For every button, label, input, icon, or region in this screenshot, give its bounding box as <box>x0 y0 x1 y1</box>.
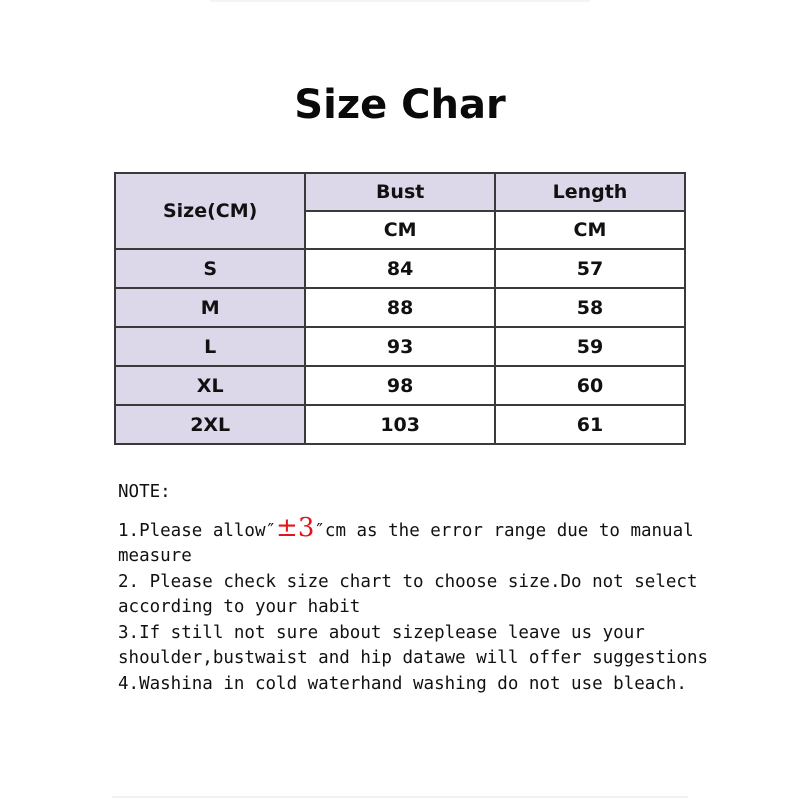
bust-cell: 98 <box>305 366 495 405</box>
length-cell: 60 <box>495 366 685 405</box>
bust-unit: CM <box>305 211 495 249</box>
size-cell: L <box>115 327 305 366</box>
size-cell: S <box>115 249 305 288</box>
size-cell: M <box>115 288 305 327</box>
notes-heading: NOTE: <box>118 482 171 502</box>
note-1-text-end: ″cm as the error range due to manual measure <box>118 520 705 566</box>
length-cell: 61 <box>495 405 685 444</box>
top-divider <box>210 0 590 2</box>
length-cell: 58 <box>495 288 685 327</box>
size-cell: XL <box>115 366 305 405</box>
notes-section <box>118 480 718 697</box>
note-item-2: 2. Please check size chart to choose size.Do not select according to your habit <box>118 571 709 617</box>
note-1-text-start: 1.Please allow″ <box>118 520 277 541</box>
length-unit: CM <box>495 211 685 249</box>
table-row <box>115 327 685 366</box>
length-cell: 57 <box>495 249 685 288</box>
bust-cell: 103 <box>305 405 495 444</box>
note-item-4: 4.Washina in cold waterhand washing do not use bleach. <box>118 673 687 694</box>
size-chart-table <box>114 172 686 445</box>
size-column-header: Size(CM) <box>115 173 305 249</box>
table-row <box>115 249 685 288</box>
table-header-row <box>115 173 685 211</box>
length-column-header: Length <box>495 173 685 211</box>
bottom-divider <box>112 796 688 798</box>
bust-cell: 88 <box>305 288 495 327</box>
table-row <box>115 366 685 405</box>
table-row <box>115 288 685 327</box>
page-title: Size Char <box>294 82 506 128</box>
bust-column-header: Bust <box>305 173 495 211</box>
tolerance-highlight: ±3 <box>276 512 315 543</box>
size-cell: 2XL <box>115 405 305 444</box>
note-item-1 <box>118 512 718 570</box>
bust-cell: 84 <box>305 249 495 288</box>
note-item-3: 3.If still not sure about sizeplease leave us your shoulder,bustwaist and hip datawe will offer suggestions <box>118 622 709 668</box>
table-row <box>115 405 685 444</box>
length-cell: 59 <box>495 327 685 366</box>
bust-cell: 93 <box>305 327 495 366</box>
